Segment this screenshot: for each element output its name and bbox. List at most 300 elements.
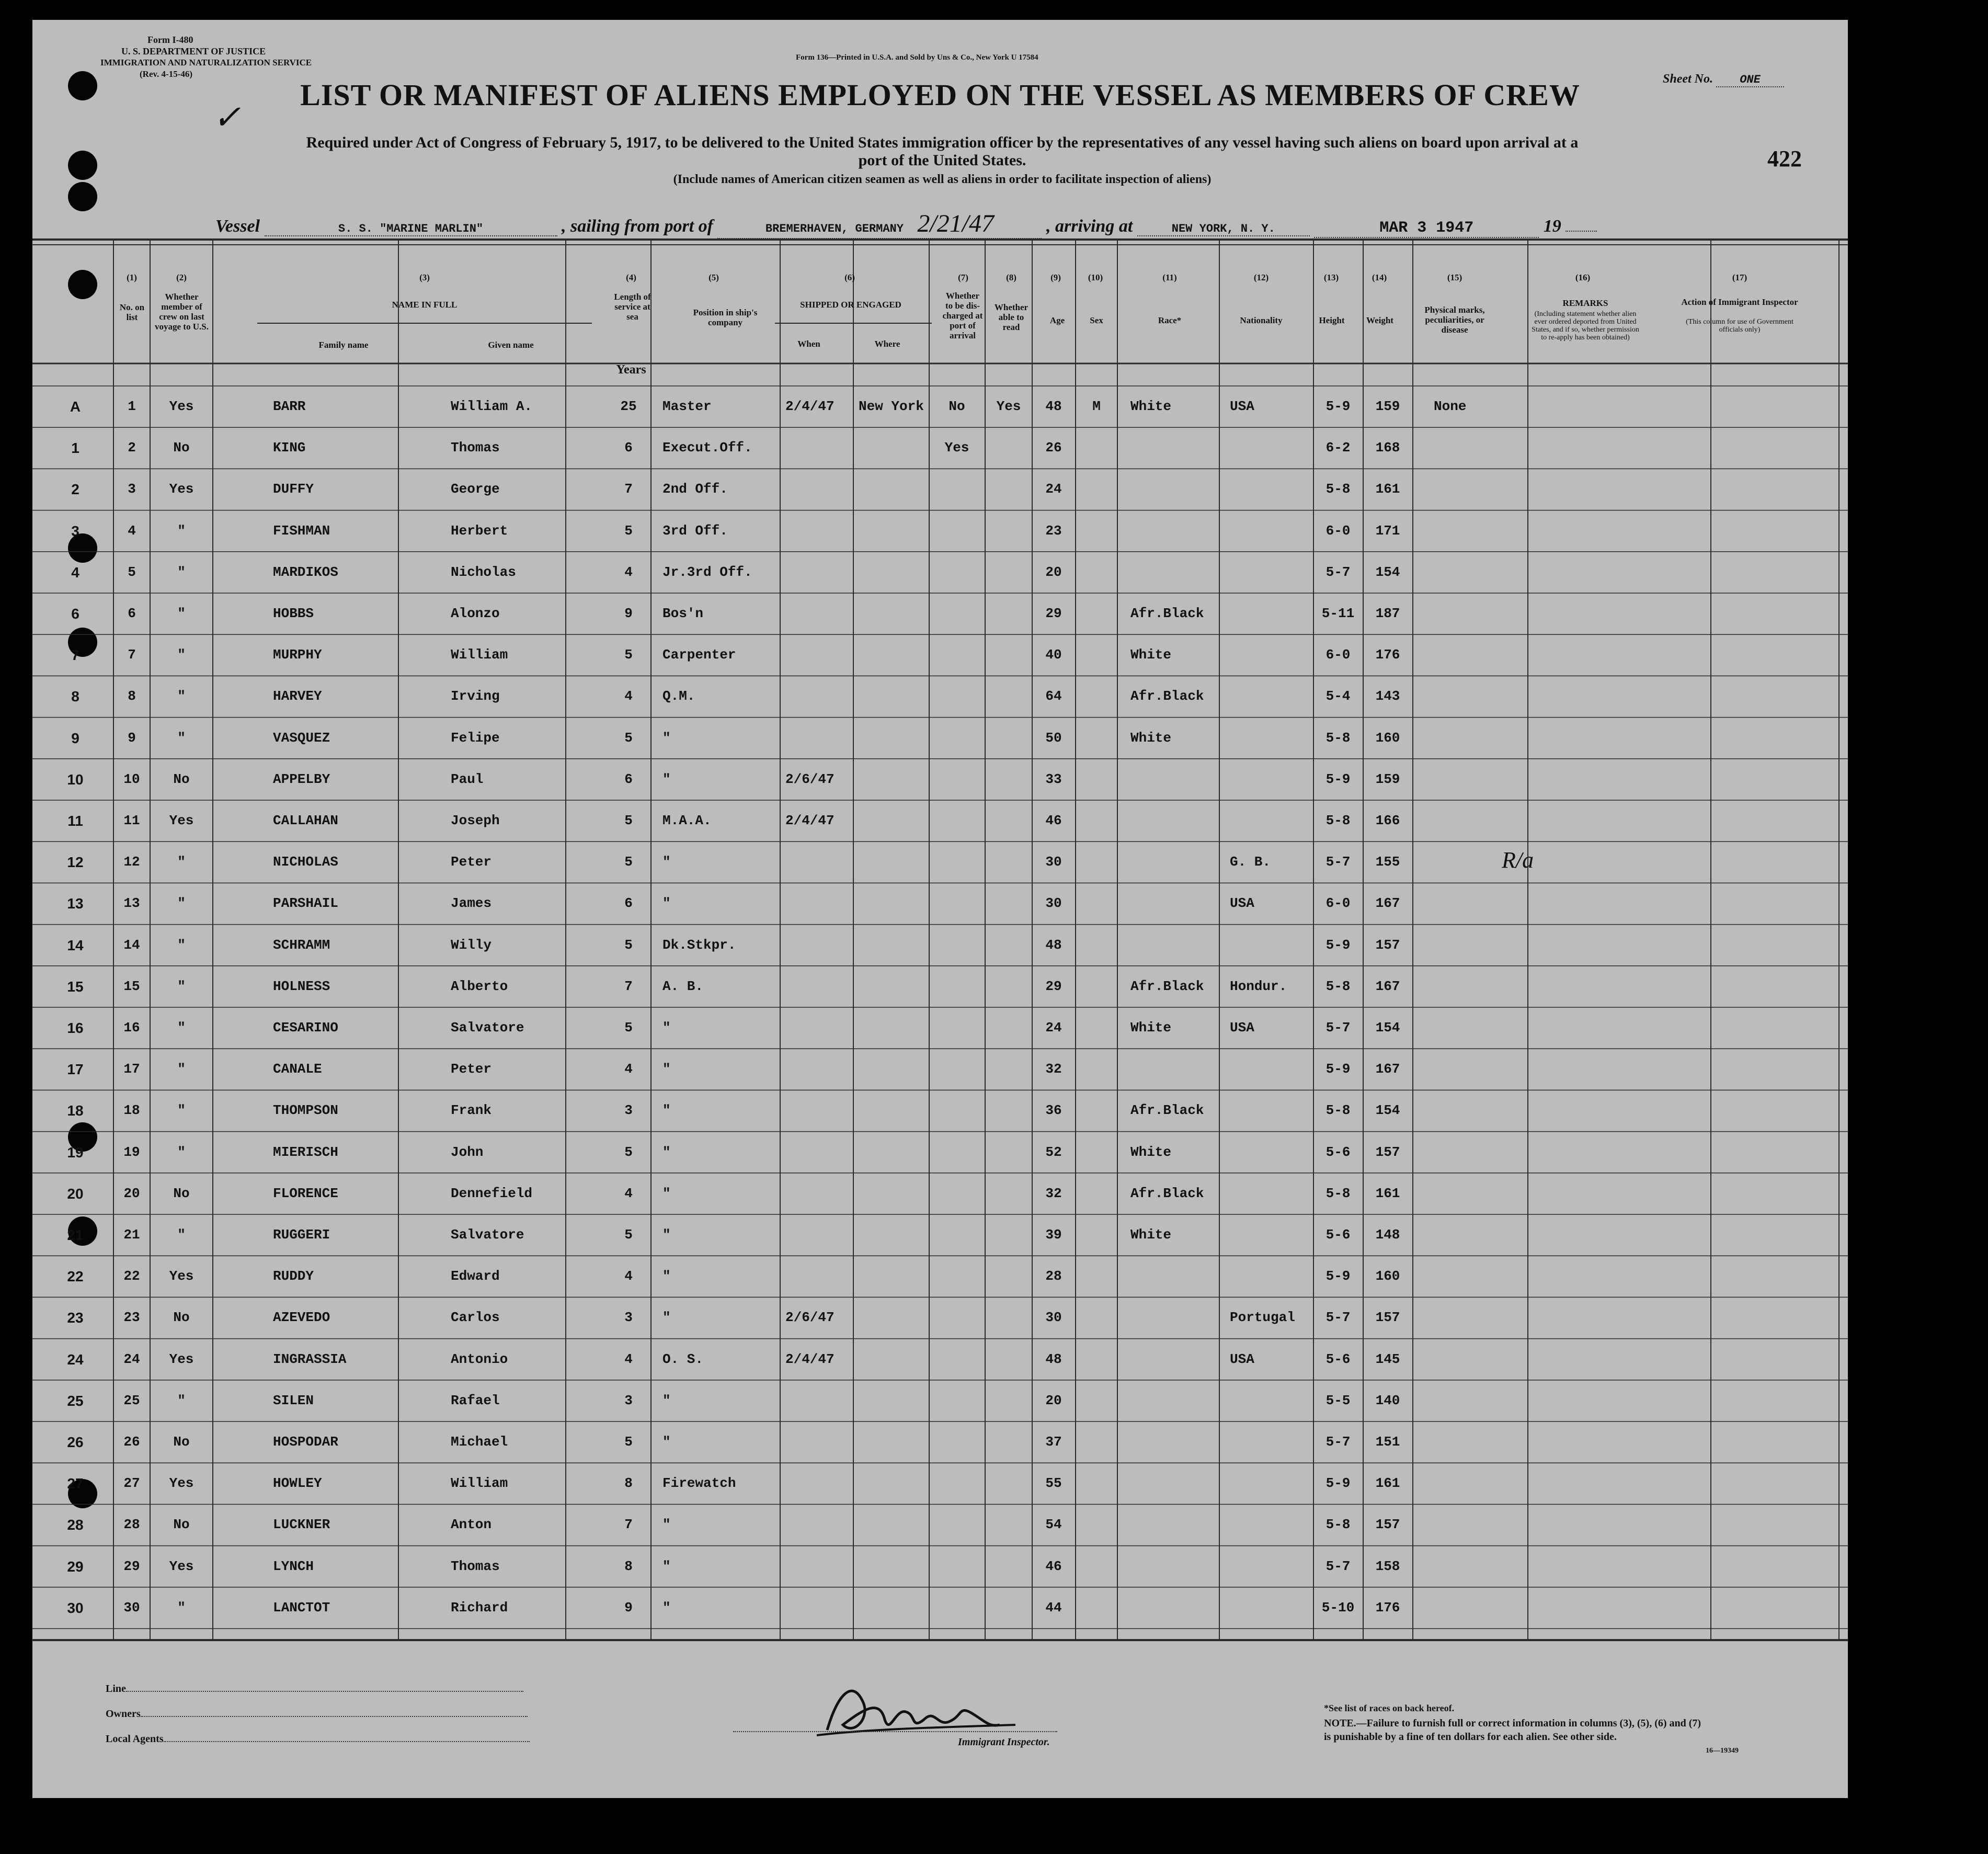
cell-num-on-list: 20	[123, 1185, 140, 1201]
cell-given-name: Alberto	[451, 978, 508, 994]
cell-service-years: 7	[624, 978, 633, 994]
cell-num-on-list: 22	[123, 1268, 140, 1284]
col-num-8: (8)	[1006, 272, 1016, 282]
col-prev-voyage: Whether member of crew on last voyage to U.S.	[155, 292, 209, 332]
cell-weight: 176	[1375, 647, 1400, 663]
cell-height: 5-7	[1326, 564, 1351, 580]
cell-shipped-when: 2/6/47	[785, 771, 835, 787]
cell-nationality: USA	[1230, 1020, 1254, 1036]
cell-weight: 154	[1375, 564, 1400, 580]
col-height: Height	[1319, 315, 1345, 325]
cell-physical-marks: R/a	[1502, 847, 1534, 873]
cell-weight: 160	[1375, 730, 1400, 746]
cell-given-name: Herbert	[451, 522, 508, 539]
cell-given-name: George	[451, 481, 500, 497]
cell-prev-voyage: "	[177, 895, 186, 912]
cell-position: "	[662, 895, 671, 912]
cell-height: 5-7	[1326, 854, 1351, 870]
col-remarks: REMARKS	[1562, 298, 1608, 308]
cell-service-years: 5	[624, 1020, 633, 1036]
cell-family-name: SCHRAMM	[273, 937, 330, 953]
col-where: Where	[874, 339, 900, 349]
cell-num-on-list: 16	[123, 1020, 140, 1036]
margin-line-number: 8	[71, 688, 79, 705]
cell-age: 55	[1045, 1475, 1062, 1492]
cell-age: 32	[1045, 1061, 1062, 1077]
cell-service-years: 4	[624, 1061, 633, 1077]
cell-num-on-list: 13	[123, 895, 140, 912]
cell-age: 48	[1045, 399, 1062, 414]
cell-num-on-list: 8	[128, 688, 136, 704]
cell-height: 5-6	[1326, 1227, 1351, 1243]
cell-position: "	[662, 1517, 671, 1533]
cell-prev-voyage: "	[177, 854, 186, 870]
cell-prev-voyage: "	[177, 1227, 186, 1243]
cell-position: Master	[662, 399, 712, 414]
cell-race: White	[1130, 647, 1172, 663]
cell-given-name: Joseph	[451, 813, 500, 828]
cell-prev-voyage: "	[177, 1061, 186, 1077]
cell-service-years: 5	[624, 937, 633, 953]
cell-position: "	[662, 1227, 671, 1243]
cell-height: 5-6	[1326, 1144, 1351, 1160]
col-discharged: Whether to be dis-charged at port of arrival	[942, 291, 983, 340]
cell-nationality: Portugal	[1230, 1310, 1295, 1326]
cell-age: 24	[1045, 1020, 1062, 1036]
cell-position: "	[662, 1185, 671, 1201]
cell-service-years: 7	[624, 1517, 633, 1533]
cell-race: Afr.Black	[1130, 978, 1204, 994]
cell-service-years: 3	[624, 1392, 633, 1408]
col-num-12: (12)	[1253, 272, 1269, 282]
cell-service-years: 6	[624, 771, 633, 787]
margin-line-number: 15	[67, 978, 84, 995]
cell-age: 30	[1045, 1310, 1062, 1326]
cell-num-on-list: 26	[123, 1434, 140, 1450]
cell-height: 5-7	[1326, 1310, 1351, 1326]
cell-family-name: MURPHY	[273, 647, 322, 663]
cell-service-years: 9	[624, 606, 633, 621]
cell-service-years: 5	[624, 1434, 633, 1450]
cell-family-name: BARR	[273, 399, 306, 414]
cell-shipped-where: New York	[859, 399, 924, 414]
cell-weight: 161	[1375, 1185, 1400, 1201]
cell-height: 5-7	[1326, 1558, 1351, 1574]
cell-prev-voyage: "	[177, 1102, 186, 1119]
form-code: 16—19349	[1706, 1747, 1739, 1755]
cell-height: 6-0	[1326, 647, 1351, 663]
cell-num-on-list: 5	[128, 564, 136, 580]
cell-height: 5-7	[1326, 1434, 1351, 1450]
cell-discharged: Yes	[944, 440, 969, 456]
cell-given-name: Peter	[451, 854, 492, 870]
cell-prev-voyage: Yes	[169, 481, 194, 497]
cell-prev-voyage: Yes	[169, 1475, 194, 1492]
cell-family-name: HOLNESS	[273, 978, 330, 994]
col-action: Action of Immigrant Inspector	[1681, 297, 1798, 307]
col-when: When	[797, 339, 820, 349]
cell-position: Q.M.	[662, 688, 695, 704]
cell-service-years: 7	[624, 481, 633, 497]
cell-service-years: 4	[624, 688, 633, 704]
cell-given-name: Carlos	[451, 1310, 500, 1326]
cell-height: 5-9	[1326, 771, 1351, 787]
arriving-label: , arriving at	[1046, 217, 1133, 236]
check-mark: ✓	[213, 99, 241, 136]
col-sex: Sex	[1090, 315, 1103, 325]
cell-age: 52	[1045, 1144, 1062, 1160]
cell-prev-voyage: Yes	[169, 813, 194, 828]
cell-service-years: 5	[624, 730, 633, 746]
cell-service-years: 9	[624, 1599, 633, 1616]
cell-nationality: Hondur.	[1230, 978, 1287, 994]
cell-age: 46	[1045, 1558, 1062, 1574]
cell-weight: 168	[1375, 440, 1400, 456]
cell-age: 48	[1045, 937, 1062, 953]
cell-position: "	[662, 1599, 671, 1616]
cell-nationality: USA	[1230, 1351, 1254, 1367]
cell-given-name: Salvatore	[451, 1227, 524, 1243]
agents-label	[106, 1733, 530, 1745]
owners-label-text: Owners	[106, 1708, 141, 1720]
cell-family-name: FISHMAN	[273, 522, 330, 539]
arrival-stamp-date: MAR 3 1947	[1314, 219, 1539, 238]
cell-service-years: 3	[624, 1310, 633, 1326]
cell-prev-voyage: Yes	[169, 399, 194, 414]
margin-line-number: 12	[67, 854, 84, 871]
cell-family-name: FLORENCE	[273, 1185, 338, 1201]
cell-age: 23	[1045, 522, 1062, 539]
cell-given-name: Michael	[451, 1434, 508, 1450]
col-num-11: (11)	[1162, 272, 1177, 282]
cell-prev-voyage: "	[177, 1144, 186, 1160]
col-age: Age	[1049, 315, 1065, 325]
cell-family-name: RUGGERI	[273, 1227, 330, 1243]
cell-service-years: 4	[624, 1185, 633, 1201]
cell-position: "	[662, 1310, 671, 1326]
cell-prev-voyage: Yes	[169, 1351, 194, 1367]
margin-line-number: 1	[71, 440, 79, 457]
col-family-name: Family name	[318, 340, 369, 350]
col-race: Race*	[1158, 315, 1182, 325]
cell-age: 30	[1045, 895, 1062, 912]
cell-position: Bos'n	[662, 606, 704, 621]
margin-line-number: 2	[71, 481, 79, 498]
cell-family-name: CALLAHAN	[273, 813, 338, 828]
cell-height: 5-5	[1326, 1392, 1351, 1408]
margin-line-number: 28	[67, 1517, 84, 1533]
cell-service-years: 4	[624, 1351, 633, 1367]
cell-num-on-list: 14	[123, 937, 140, 953]
cell-service-years: 5	[624, 813, 633, 828]
owners-label	[106, 1708, 528, 1720]
cell-given-name: John	[451, 1144, 484, 1160]
col-nationality: Nationality	[1240, 315, 1283, 325]
col-physical: Physical marks, peculiarities, or disease	[1424, 305, 1485, 335]
vessel-name: S. S. "MARINE MARLIN"	[265, 222, 557, 236]
cell-height: 5-8	[1326, 481, 1351, 497]
cell-service-years: 8	[624, 1475, 633, 1492]
port-value: BREMERHAVEN, GERMANY	[765, 222, 904, 235]
penalty-note-2: is punishable by a fine of ten dollars for each alien. See other side.	[1324, 1731, 1617, 1743]
cell-weight: 176	[1375, 1599, 1400, 1616]
cell-age: 40	[1045, 647, 1062, 663]
cell-position: "	[662, 1061, 671, 1077]
printer-line: Form 136—Printed in U.S.A. and Sold by Uns & Co., New York U 17584	[796, 53, 1038, 62]
cell-position: "	[662, 730, 671, 746]
cell-given-name: James	[451, 895, 492, 912]
cell-age: 36	[1045, 1102, 1062, 1119]
cell-shipped-when: 2/4/47	[785, 399, 835, 414]
cell-race: Afr.Black	[1130, 1185, 1204, 1201]
cell-prev-voyage: "	[177, 1392, 186, 1408]
cell-given-name: Nicholas	[451, 564, 516, 580]
cell-family-name: THOMPSON	[273, 1102, 338, 1119]
cell-weight: 154	[1375, 1020, 1400, 1036]
arriving-port: NEW YORK, N. Y.	[1137, 222, 1310, 236]
subtitle-3: (Include names of American citizen seamen as well as aliens in order to facilitate inspection of aliens)	[673, 173, 1212, 186]
cell-given-name: Rafael	[451, 1392, 500, 1408]
cell-height: 5-9	[1326, 1061, 1351, 1077]
cell-num-on-list: 11	[123, 813, 140, 828]
cell-given-name: Edward	[451, 1268, 500, 1284]
cell-service-years: 6	[624, 440, 633, 456]
margin-line-number: 30	[67, 1599, 84, 1616]
cell-num-on-list: 4	[128, 522, 136, 539]
cell-weight: 157	[1375, 1517, 1400, 1533]
cell-prev-voyage: "	[177, 522, 186, 539]
cell-prev-voyage: No	[173, 771, 190, 787]
cell-position: "	[662, 771, 671, 787]
cell-weight: 158	[1375, 1558, 1400, 1574]
cell-weight: 143	[1375, 688, 1400, 704]
cell-height: 5-6	[1326, 1351, 1351, 1367]
margin-line-number: 18	[67, 1102, 84, 1119]
cell-weight: 148	[1375, 1227, 1400, 1243]
cell-family-name: HOSPODAR	[273, 1434, 338, 1450]
cell-family-name: MIERISCH	[273, 1144, 338, 1160]
cell-position: "	[662, 1102, 671, 1119]
cell-position: O. S.	[662, 1351, 704, 1367]
cell-service-years: 4	[624, 1268, 633, 1284]
cell-prev-voyage: "	[177, 978, 186, 994]
cell-prev-voyage: "	[177, 647, 186, 663]
cell-num-on-list: 6	[128, 606, 136, 621]
cell-race: White	[1130, 1020, 1172, 1036]
cell-num-on-list: 10	[123, 771, 140, 787]
cell-weight: 159	[1375, 771, 1400, 787]
margin-line-number: 20	[67, 1185, 84, 1202]
col-num-1: (1)	[127, 272, 137, 282]
cell-age: 30	[1045, 854, 1062, 870]
cell-given-name: Richard	[451, 1599, 508, 1616]
cell-age: 29	[1045, 606, 1062, 621]
cell-position: "	[662, 854, 671, 870]
cell-height: 5-4	[1326, 688, 1351, 704]
cell-age: 54	[1045, 1517, 1062, 1533]
cell-prev-voyage: No	[173, 1310, 190, 1326]
cell-position: Dk.Stkpr.	[662, 937, 736, 953]
cell-position: Execut.Off.	[662, 440, 752, 456]
cell-service-years: 8	[624, 1558, 633, 1574]
cell-family-name: HOBBS	[273, 606, 314, 621]
form-id: Form I-480	[147, 35, 193, 45]
col-num-6: (6)	[844, 272, 855, 282]
cell-service-years: 5	[624, 1227, 633, 1243]
margin-line-number: 11	[67, 813, 83, 829]
cell-num-on-list: 17	[123, 1061, 140, 1077]
cell-family-name: CANALE	[273, 1061, 322, 1077]
cell-given-name: Peter	[451, 1061, 492, 1077]
cell-num-on-list: 9	[128, 730, 136, 746]
col-num-14: (14)	[1372, 272, 1387, 282]
col-name-in-full: NAME IN FULL	[392, 300, 458, 310]
cell-num-on-list: 7	[128, 647, 136, 663]
cell-service-years: 6	[624, 895, 633, 912]
cell-age: 29	[1045, 978, 1062, 994]
sheet-label: Sheet No.	[1663, 72, 1713, 86]
cell-prev-voyage: "	[177, 688, 186, 704]
cell-given-name: Dennefield	[451, 1185, 533, 1201]
cell-given-name: Antonio	[451, 1351, 508, 1367]
cell-service-years: 5	[624, 647, 633, 663]
subtitle-1: Required under Act of Congress of February 5, 1917, to be delivered to the United States immigration officer by the representatives of any vessel having such aliens on board upon arrival at a	[306, 134, 1579, 151]
cell-age: 50	[1045, 730, 1062, 746]
margin-line-number: 4	[71, 564, 79, 581]
cell-age: 46	[1045, 813, 1062, 828]
cell-nationality: G. B.	[1230, 854, 1271, 870]
col-remarks-note: (Including statement whether alien ever ordered deported from United States, and if so, whether permission to re-apply has been obtained)	[1532, 310, 1639, 342]
cell-num-on-list: 3	[128, 481, 136, 497]
line-label-text: Line	[106, 1683, 126, 1694]
cell-family-name: LANCTOT	[273, 1599, 330, 1616]
cell-position: 2nd Off.	[662, 481, 728, 497]
cell-weight: 167	[1375, 978, 1400, 994]
margin-line-number: 27	[67, 1475, 84, 1492]
cell-age: 20	[1045, 564, 1062, 580]
cell-given-name: Salvatore	[451, 1020, 524, 1036]
cell-family-name: NICHOLAS	[273, 854, 338, 870]
cell-family-name: VASQUEZ	[273, 730, 330, 746]
cell-height: 5-8	[1326, 1185, 1351, 1201]
cell-weight: 161	[1375, 1475, 1400, 1492]
cell-weight: 140	[1375, 1392, 1400, 1408]
cell-race: White	[1130, 1144, 1172, 1160]
col-num-9: (9)	[1050, 272, 1061, 282]
margin-line-number: 19	[67, 1144, 84, 1161]
cell-height: 5-8	[1326, 1102, 1351, 1119]
penalty-note-1: NOTE.—Failure to furnish full or correct information in columns (3), (5), (6) and (7)	[1324, 1717, 1701, 1729]
cell-discharged: No	[949, 399, 965, 414]
col-service: Length of service at sea	[614, 292, 651, 322]
col-num-2: (2)	[176, 272, 187, 282]
cell-num-on-list: 24	[123, 1351, 140, 1367]
col-action-note: (This column for use of Government officials only)	[1686, 318, 1793, 334]
margin-line-number: 25	[67, 1392, 84, 1409]
cell-weight: 160	[1375, 1268, 1400, 1284]
cell-shipped-when: 2/6/47	[785, 1310, 835, 1326]
cell-age: 20	[1045, 1392, 1062, 1408]
cell-position: Carpenter	[662, 647, 736, 663]
cell-weight: 155	[1375, 854, 1400, 870]
cell-age: 28	[1045, 1268, 1062, 1284]
cell-family-name: CESARINO	[273, 1020, 338, 1036]
page-number: 422	[1767, 146, 1802, 172]
cell-position: Firewatch	[662, 1475, 736, 1492]
cell-height: 6-0	[1326, 895, 1351, 912]
col-num-5: (5)	[709, 272, 719, 282]
cell-height: 5-10	[1321, 1599, 1355, 1616]
years-label: Years	[616, 363, 646, 377]
cell-family-name: AZEVEDO	[273, 1310, 330, 1326]
cell-num-on-list: 15	[123, 978, 140, 994]
cell-family-name: HARVEY	[273, 688, 322, 704]
cell-age: 44	[1045, 1599, 1062, 1616]
cell-weight: 171	[1375, 522, 1400, 539]
cell-service-years: 5	[624, 1144, 633, 1160]
margin-line-number: A	[70, 399, 81, 415]
cell-age: 33	[1045, 771, 1062, 787]
margin-line-number: 17	[67, 1061, 84, 1078]
cell-shipped-when: 2/4/47	[785, 813, 835, 828]
cell-physical-marks: None	[1434, 399, 1467, 414]
agents-label-text: Local Agents	[106, 1733, 164, 1745]
cell-given-name: William	[451, 1475, 508, 1492]
cell-nationality: USA	[1230, 399, 1254, 414]
margin-line-number: 21	[67, 1227, 84, 1243]
cell-height: 5-8	[1326, 813, 1351, 828]
cell-prev-voyage: No	[173, 1517, 190, 1533]
form-service: IMMIGRATION AND NATURALIZATION SERVICE	[100, 58, 312, 67]
races-note: *See list of races on back hereof.	[1324, 1703, 1455, 1713]
cell-shipped-when: 2/4/47	[785, 1351, 835, 1367]
col-num-4: (4)	[626, 272, 636, 282]
cell-age: 48	[1045, 1351, 1062, 1367]
page-title: LIST OR MANIFEST OF ALIENS EMPLOYED ON THE VESSEL AS MEMBERS OF CREW	[300, 78, 1580, 112]
cell-given-name: Alonzo	[451, 606, 500, 621]
cell-weight: 157	[1375, 937, 1400, 953]
form-rev: (Rev. 4-15-46)	[140, 69, 193, 79]
cell-weight: 157	[1375, 1310, 1400, 1326]
col-num-7: (7)	[958, 272, 968, 282]
cell-family-name: INGRASSIA	[273, 1351, 347, 1367]
cell-prev-voyage: Yes	[169, 1558, 194, 1574]
handwritten-date: 2/21/47	[917, 210, 995, 237]
form-dept: U. S. DEPARTMENT OF JUSTICE	[121, 46, 266, 56]
cell-num-on-list: 28	[123, 1517, 140, 1533]
cell-num-on-list: 12	[123, 854, 140, 870]
cell-prev-voyage: Yes	[169, 1268, 194, 1284]
cell-family-name: DUFFY	[273, 481, 314, 497]
margin-line-number: 29	[67, 1558, 84, 1575]
cell-race: Afr.Black	[1130, 1102, 1204, 1119]
col-no-on-list: No. on list	[119, 302, 145, 322]
cell-sex: M	[1092, 399, 1101, 414]
col-num-15: (15)	[1447, 272, 1463, 282]
year-label: 19	[1543, 217, 1561, 236]
cell-family-name: KING	[273, 440, 306, 456]
cell-num-on-list: 1	[128, 399, 136, 414]
cell-weight: 145	[1375, 1351, 1400, 1367]
cell-prev-voyage: No	[173, 1185, 190, 1201]
cell-num-on-list: 30	[123, 1599, 140, 1616]
col-weight: Weight	[1366, 315, 1393, 325]
cell-race: Afr.Black	[1130, 688, 1204, 704]
cell-service-years: 5	[624, 854, 633, 870]
cell-position: "	[662, 1392, 671, 1408]
cell-num-on-list: 27	[123, 1475, 140, 1492]
cell-weight: 151	[1375, 1434, 1400, 1450]
